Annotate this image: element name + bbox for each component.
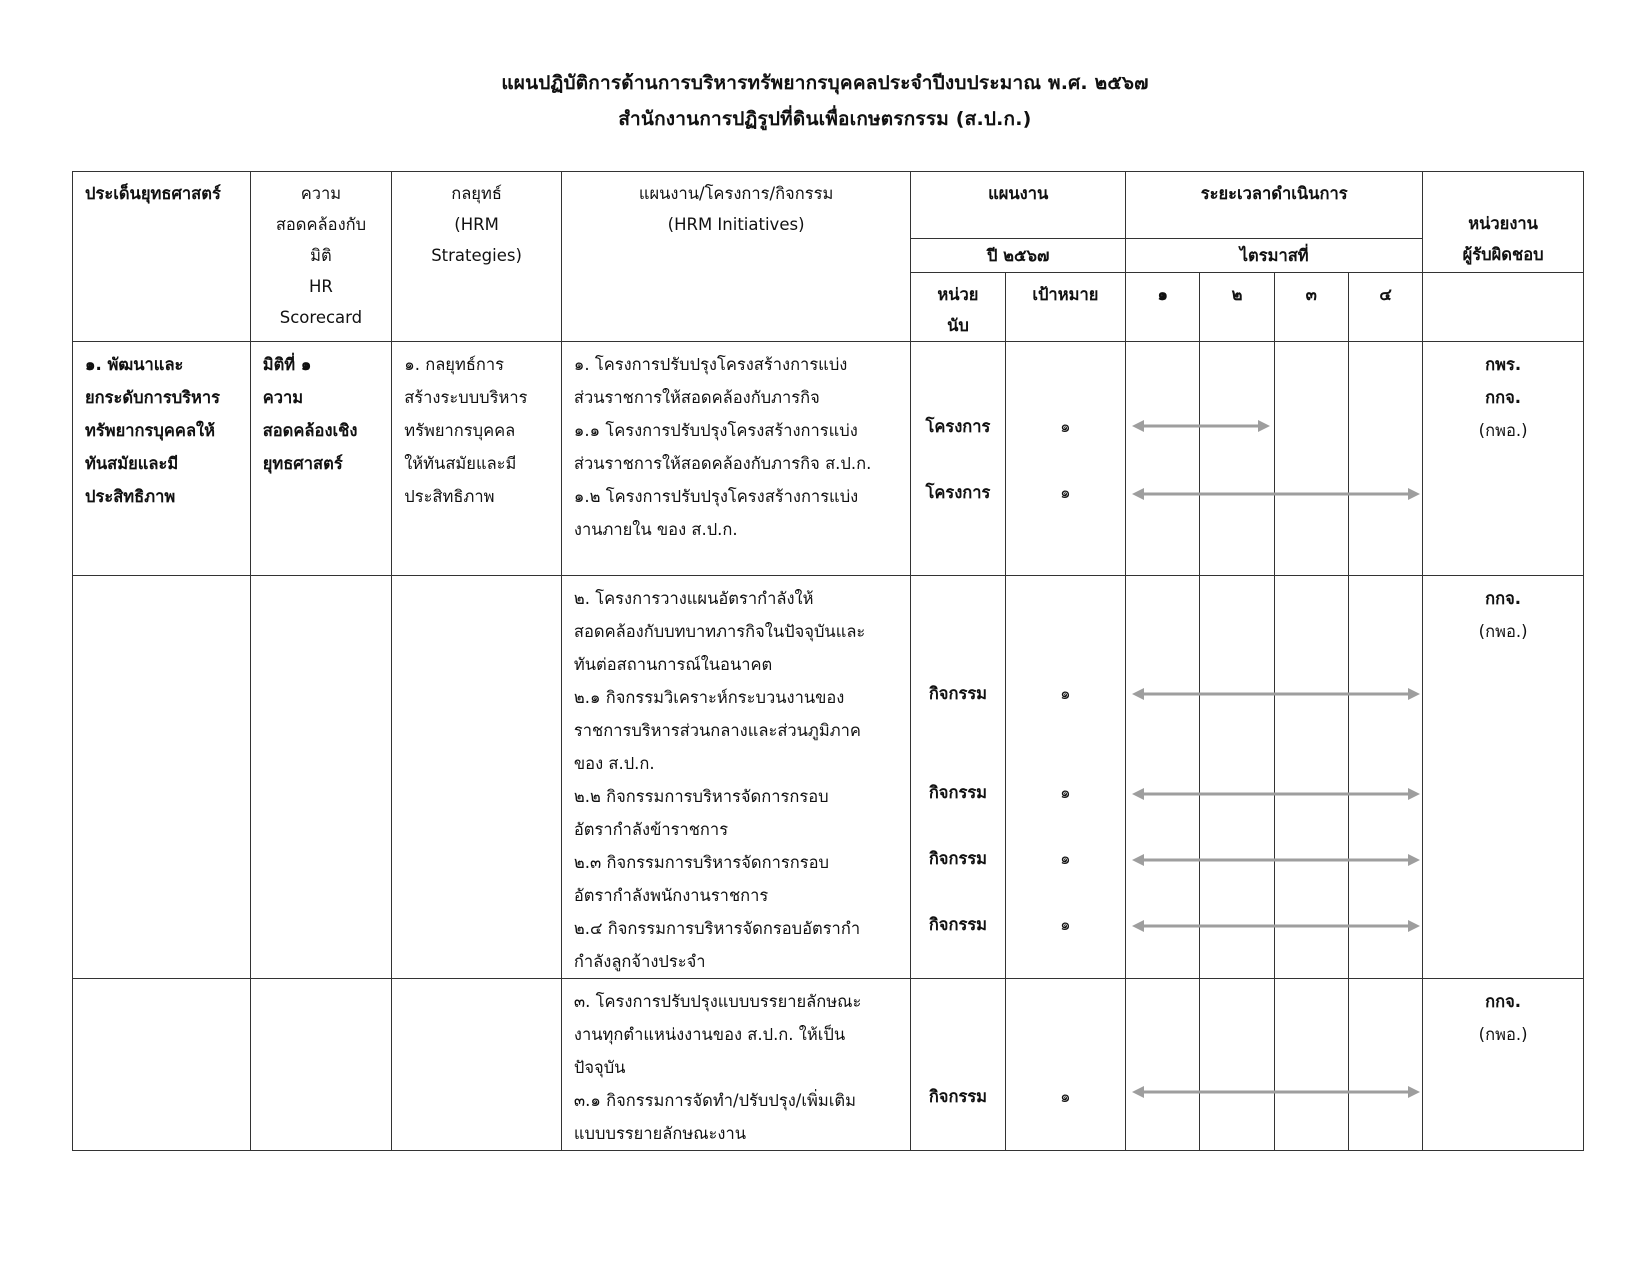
unit-cell: โครงการ โครงการ: [911, 342, 1005, 576]
page-title: แผนปฏิบัติการด้านการบริหารทรัพยากรบุคคลประจำปีงบประมาณ พ.ศ. ๒๕๖๗: [501, 72, 1149, 94]
initiative-cell: ๒. โครงการวางแผนอัตรากำลังให้ สอดคล้องกับบทบาทภารกิจในปัจจุบันและ ทันต่อสถานการณ์ในอนาคต ๒.๑ กิจกรรมวิเคราะห์กระบวนงานของ ราชการบริหารส่วนกลางและส่วนภูมิภาค ของ ส.ป.ก. ๒.๒ กิจกรรมการบริหารจัดการกรอบ อัตรากำลังข้าราชการ ๒.๓ กิจกรรมการบริหารจัดการกรอบ อัตรากำลังพนักงานราชการ ๒.๔ กิจกรรมการบริหารจัดกรอบอัตรากำ กำลังลูกจ้างประจำ: [561, 576, 910, 979]
initiative-cell: ๓. โครงการปรับปรุงแบบบรรยายลักษณะ งานทุกตำแหน่งงานของ ส.ป.ก. ให้เป็น ปัจจุบัน ๓.๑ กิจกรรมการจัดทำ/ปรับปรุง/เพิ่มเติม แบบบรรยายลักษณะงาน: [561, 979, 910, 1151]
table-row: [73, 342, 1584, 576]
target-cell: ๑ ๑: [1005, 342, 1125, 576]
header-quarter: ไตรมาสที่: [1126, 239, 1423, 273]
header-initiative: แผนงาน/โครงการ/กิจกรรม (HRM Initiatives): [561, 172, 910, 342]
target-cell: ๑ ๑ ๑ ๑: [1005, 576, 1125, 979]
header-q1: ๑: [1126, 273, 1200, 342]
responsible-cell: กกจ. (กพอ.): [1423, 979, 1584, 1151]
action-plan-table: [72, 171, 1584, 1151]
dimension-cell: มิติที่ ๑ ความ สอดคล้องเชิง ยุทธศาสตร์: [250, 342, 392, 576]
responsible-cell: กพร. กกจ. (กพอ.): [1423, 342, 1584, 576]
header-alignment: ความ สอดคล้องกับ มิติ HR Scorecard: [250, 172, 392, 342]
target-cell: ๑: [1005, 979, 1125, 1151]
header-q3: ๓: [1274, 273, 1348, 342]
header-issue: ประเด็นยุทธศาสตร์: [73, 172, 251, 342]
initiative-cell: ๑. โครงการปรับปรุงโครงสร้างการแบ่ง ส่วนราชการให้สอดคล้องกับภารกิจ ๑.๑ โครงการปรับปรุงโครงสร้างการแบ่ง ส่วนราชการให้สอดคล้องกับภารกิจ ส.ป.ก. ๑.๒ โครงการปรับปรุงโครงสร้างการแบ่ง งานภายใน ของ ส.ป.ก.: [561, 342, 910, 576]
table-row: [73, 576, 1584, 979]
header-empty: [1423, 273, 1584, 342]
header-q4: ๔: [1348, 273, 1422, 342]
strategy-cell: ๑. กลยุทธ์การ สร้างระบบบริหาร ทรัพยากรบุคคล ให้ทันสมัยและมี ประสิทธิภาพ: [392, 342, 562, 576]
unit-cell: กิจกรรม: [911, 979, 1005, 1151]
page-subtitle: สำนักงานการปฏิรูปที่ดินเพื่อเกษตรกรรม (ส.ป.ก.): [618, 108, 1032, 130]
header-plan: แผนงาน: [911, 172, 1126, 239]
header-period: ระยะเวลาดำเนินการ: [1126, 172, 1423, 239]
issue-cell: ๑. พัฒนาและ ยกระดับการบริหาร ทรัพยากรบุคคลให้ ทันสมัยและมี ประสิทธิภาพ: [73, 342, 251, 576]
header-unit: หน่วย นับ: [911, 273, 1005, 342]
responsible-cell: กกจ. (กพอ.): [1423, 576, 1584, 979]
unit-cell: กิจกรรม กิจกรรม กิจกรรม กิจกรรม: [911, 576, 1005, 979]
header-year: ปี ๒๕๖๗: [911, 239, 1126, 273]
header-target: เป้าหมาย: [1005, 273, 1125, 342]
header-q2: ๒: [1200, 273, 1274, 342]
table-row: [73, 979, 1584, 1151]
header-strategy: กลยุทธ์ (HRM Strategies): [392, 172, 562, 342]
header-responsible: หน่วยงาน ผู้รับผิดชอบ: [1423, 172, 1584, 273]
